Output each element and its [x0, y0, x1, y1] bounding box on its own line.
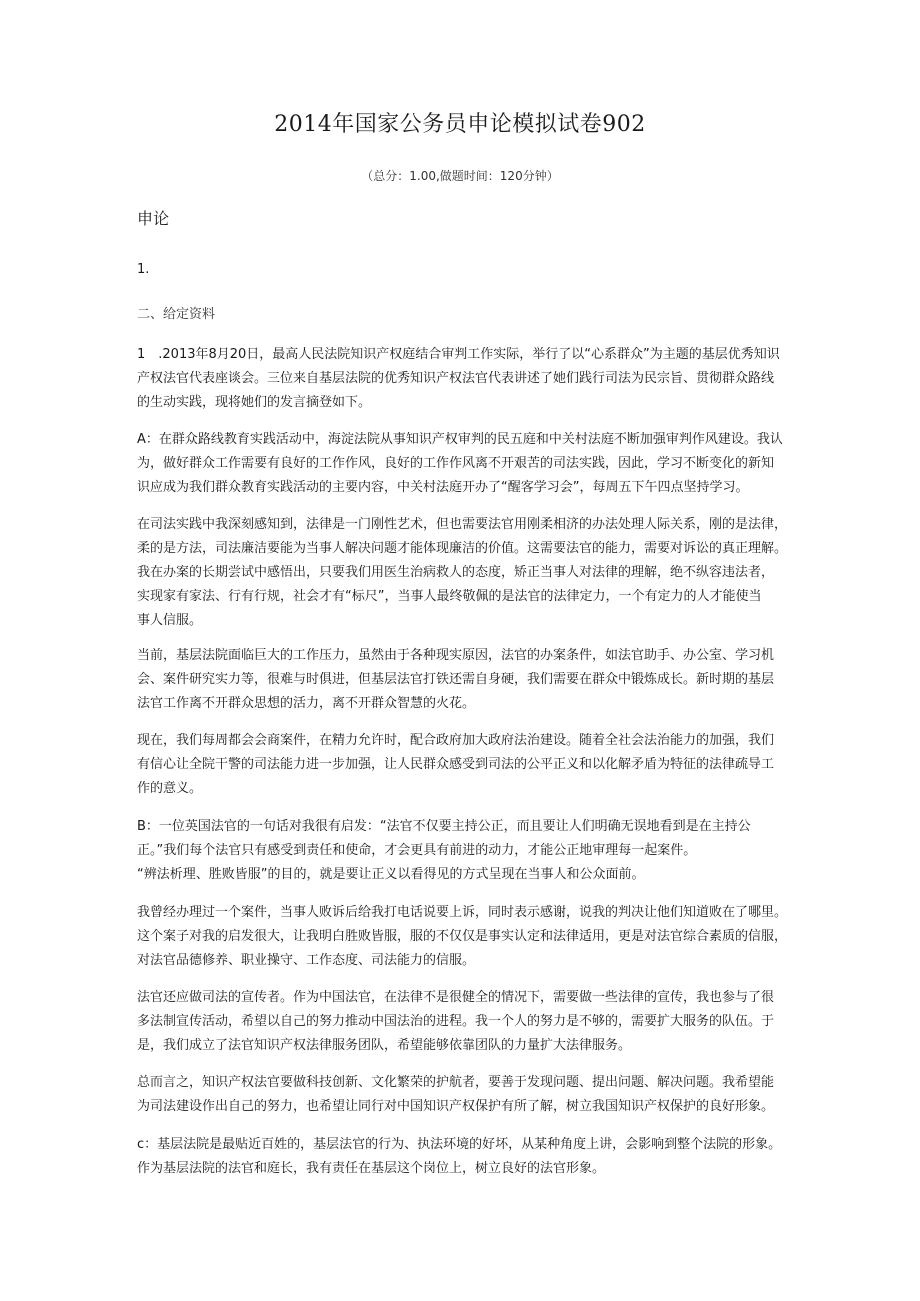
paragraph-line: 的生动实践，现将她们的发言摘登如下。	[137, 395, 372, 410]
paragraph-line: 1 .2013年8月20日，最高人民法院知识产权庭结合审判工作实际，举行了以“心系群众”为主题的基层优秀知识	[137, 347, 780, 362]
paragraph-b-4	[137, 1071, 787, 1119]
paragraph-line: 这个案子对我的启发很大，让我明白胜败皆服，服的不仅仅是事实认定和法律适用，更是对法官综合素质的信服，	[137, 929, 788, 944]
paragraph-line: 是，我们成立了法官知识产权法律服务团队，希望能够依靠团队的力量扩大法律服务。	[137, 1038, 632, 1053]
paragraph-line: 会、案件研究实力等，很难与时俱进，但基层法官打铁还需自身硬，我们需要在群众中锻炼成长。新时期的基层	[137, 672, 775, 687]
paragraph-b-3	[137, 986, 787, 1058]
paragraph-line: 在司法实践中我深刻感知到，法律是一门刚性艺术，但也需要法官用刚柔相济的办法处理人际关系，刚的是法律，	[137, 517, 788, 532]
paragraph-line: 识应成为我们群众教育实践活动的主要内容，中关村法庭开办了“醒客学习会”，每周五下午四点坚持学习。	[137, 480, 749, 495]
paragraph-line: “辨法析理、胜败皆服”的目的，就是要让正义以看得见的方式呈现在当事人和公众面前。	[137, 867, 645, 882]
paragraph-a-4	[137, 729, 787, 801]
paragraph-line: 多法制宣传活动，希望以自己的努力推动中国法治的进程。我一个人的努力是不够的，需要扩大服务的队伍。于	[137, 1014, 775, 1029]
paragraph-line: 现在，我们每周都会会商案件，在精力允许时，配合政府加大政府法治建设。随着全社会法治能力的加强，我们	[137, 733, 775, 748]
paragraph-line: 产权法官代表座谈会。三位来自基层法院的优秀知识产权法官代表讲述了她们践行司法为民宗旨、贯彻群众路线	[137, 371, 775, 386]
paragraph-line: 作的意义。	[137, 781, 203, 796]
paragraph-b	[137, 815, 787, 887]
paragraph-line: 我曾经办理过一个案件，当事人败诉后给我打电话说要上诉，同时表示感谢，说我的判决让他们知道败在了哪里。	[137, 905, 788, 920]
question-number: 1.	[137, 262, 150, 277]
section-heading: 申论	[137, 209, 170, 228]
paragraph-line: B：一位英国法官的一句话对我很有启发：“法官不仅要主持公正，而且要让人们明确无误地看到是在主持公	[137, 819, 751, 834]
paragraph-line: 作为基层法院的法官和庭长，我有责任在基层这个岗位上，树立良好的法官形象。	[137, 1161, 606, 1176]
exam-info: （总分：1.00,做题时间：120分钟）	[361, 169, 559, 183]
paragraph-line: 当前，基层法院面临巨大的工作压力，虽然由于各种现实原因，法官的办案条件，如法官助手、办公室、学习机	[137, 648, 775, 663]
paragraph-line: 正。”我们每个法官只有感受到责任和使命，才会更具有前进的动力，才能公正地审理每一起案件。	[137, 843, 697, 858]
paragraph-b-2	[137, 901, 787, 973]
paragraph-c	[137, 1133, 787, 1181]
paragraph-line: 有信心让全院干警的司法能力进一步加强，让人民群众感受到司法的公平正义和以化解矛盾为特征的法律疏导工	[137, 757, 775, 772]
paragraph-line: 实现家有家法、行有行规，社会才有“标尺”，当事人最终敬佩的是法官的法律定力，一个有定力的人才能使当	[137, 589, 762, 604]
paragraph-a-3	[137, 644, 787, 716]
paragraph-line: 法官还应做司法的宣传者。作为中国法官，在法律不是很健全的情况下，需要做一些法律的宣传，我也参与了很	[137, 990, 775, 1005]
paragraph-a-2	[137, 513, 787, 633]
paragraph-a	[137, 428, 787, 500]
paragraph-line: 为司法建设作出自己的努力，也希望让同行对中国知识产权保护有所了解，树立我国知识产权保护的良好形象。	[137, 1099, 775, 1114]
paragraph-line: 对法官品德修养、职业操守、工作态度、司法能力的信服。	[137, 953, 476, 968]
document-title: 2014年国家公务员申论模拟试卷902	[274, 112, 646, 137]
paragraph-line: 法官工作离不开群众思想的活力，离不开群众智慧的火花。	[137, 696, 476, 711]
paragraph-line: 事人信服。	[137, 613, 203, 628]
paragraph-line: c：基层法院是最贴近百姓的，基层法官的行为、执法环境的好坏，从某种角度上讲，会影响到整个法院的形象。	[137, 1137, 782, 1152]
paragraph-line: 为，做好群众工作需要有良好的工作作风，良好的工作作风离不开艰苦的司法实践，因此，学习不断变化的新知	[137, 456, 775, 471]
paragraph-line: A：在群众路线教育实践活动中，海淀法院从事知识产权审判的民五庭和中关村法庭不断加强审判作风建设。我认	[137, 432, 783, 447]
material-heading: 二、给定资料	[137, 307, 216, 322]
paragraph-line: 我在办案的长期尝试中感悟出，只要我们用医生治病救人的态度，矫正当事人对法律的理解，绝不纵容违法者，	[137, 565, 775, 580]
paragraph-line: 总而言之，知识产权法官要做科技创新、文化繁荣的护航者，要善于发现问题、提出问题、解决问题。我希望能	[137, 1075, 775, 1090]
paragraph-1	[137, 343, 787, 415]
paragraph-line: 柔的是方法，司法廉洁要能为当事人解决问题才能体现廉洁的价值。这需要法官的能力，需要对诉讼的真正理解。	[137, 541, 788, 556]
